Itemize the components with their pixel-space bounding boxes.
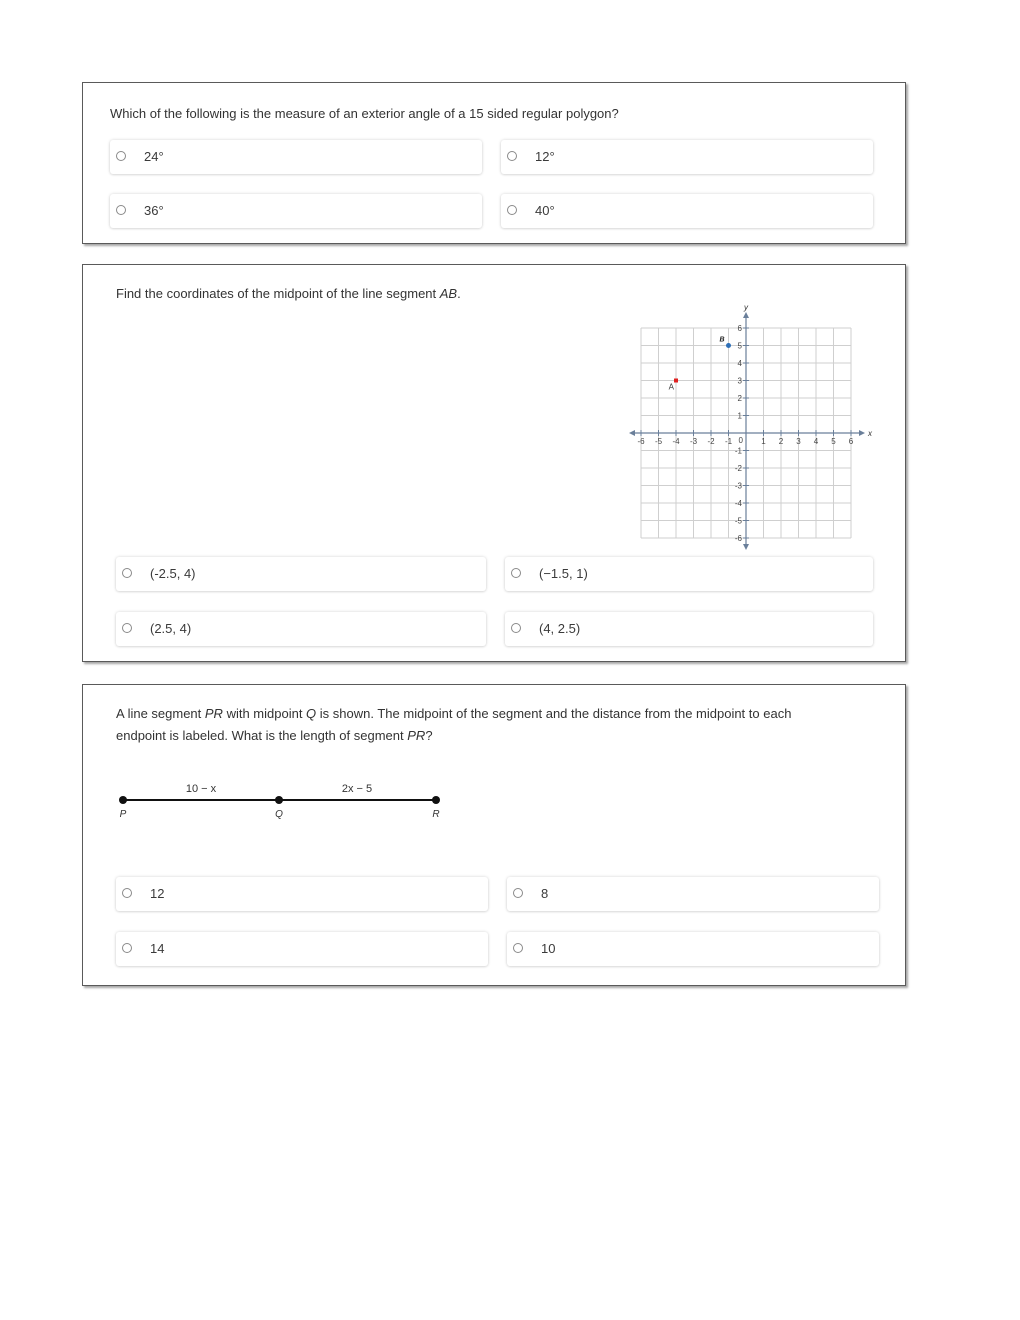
answer-option[interactable] xyxy=(116,877,488,911)
right-expression: 2x − 5 xyxy=(341,783,373,795)
radio-button[interactable] xyxy=(513,888,523,898)
option-label: 36° xyxy=(144,203,164,218)
question-3-prompt xyxy=(116,703,876,747)
answer-option[interactable] xyxy=(116,932,488,966)
option-label: 40° xyxy=(535,203,555,218)
origin-label: 0 xyxy=(738,436,743,445)
point-a xyxy=(674,379,678,383)
x-axis-label: x xyxy=(868,429,872,438)
x-axis-arrow-right xyxy=(859,430,865,436)
x-tick-label: -5 xyxy=(654,437,663,446)
y-tick-label: -2 xyxy=(734,464,742,473)
label-p: P xyxy=(119,809,127,820)
graph-points xyxy=(669,337,731,392)
question-3-prompt-line-2: endpoint is labeled. What is the length of segment PR? xyxy=(116,728,433,743)
x-axis-arrow-left xyxy=(629,430,635,436)
answer-option[interactable] xyxy=(505,557,873,591)
question-card-1 xyxy=(82,82,906,244)
option-label: 12° xyxy=(535,149,555,164)
x-tick-label: 6 xyxy=(848,437,854,446)
answer-option[interactable] xyxy=(116,612,486,646)
option-label: 12 xyxy=(150,886,165,901)
y-tick-label: 1 xyxy=(737,411,742,421)
x-tick-label: -2 xyxy=(707,437,715,446)
label-q: Q xyxy=(275,809,283,820)
point-b xyxy=(726,343,731,348)
radio-button[interactable] xyxy=(122,943,132,953)
radio-button[interactable] xyxy=(122,568,132,578)
answer-option[interactable] xyxy=(507,932,879,966)
y-tick-label: 3 xyxy=(737,376,742,386)
answer-option[interactable] xyxy=(501,194,873,228)
option-label: (2.5, 4) xyxy=(150,621,192,636)
x-tick-label: 4 xyxy=(813,437,819,446)
question-card-3 xyxy=(82,684,906,986)
x-tick-label: -6 xyxy=(637,437,645,446)
radio-button[interactable] xyxy=(122,888,132,898)
point-r xyxy=(432,796,440,804)
y-axis-label: y xyxy=(744,305,748,312)
x-tick-label: 3 xyxy=(796,437,801,446)
y-tick-label: -4 xyxy=(734,499,742,508)
y-tick-label: 6 xyxy=(737,324,742,333)
radio-button[interactable] xyxy=(116,151,126,161)
answer-option[interactable] xyxy=(110,194,482,228)
option-label: (-2.5, 4) xyxy=(150,566,196,581)
x-tick-label: -3 xyxy=(689,437,698,446)
x-tick-label: 5 xyxy=(831,437,836,446)
radio-button[interactable] xyxy=(511,568,521,578)
question-2-prompt: Find the coordinates of the midpoint of the line segment AB. xyxy=(116,286,461,301)
y-tick-label: -6 xyxy=(734,534,742,543)
point-a-label: A xyxy=(668,382,674,392)
y-tick-label: -3 xyxy=(734,481,742,491)
option-label: (−1.5, 1) xyxy=(539,566,588,581)
coordinate-graph xyxy=(623,305,883,555)
y-tick-label: -1 xyxy=(734,446,742,456)
segment-diagram xyxy=(113,777,473,827)
y-tick-label: 5 xyxy=(737,341,742,351)
x-tick-label: 2 xyxy=(778,437,784,446)
radio-button[interactable] xyxy=(122,623,132,633)
answer-option[interactable] xyxy=(116,557,486,591)
x-tick-label: -1 xyxy=(724,437,733,446)
answer-option[interactable] xyxy=(505,612,873,646)
question-1-prompt: Which of the following is the measure of an exterior angle of a 15 sided regular polygon? xyxy=(110,106,619,121)
point-b-label: B xyxy=(719,336,725,344)
point-p xyxy=(119,796,127,804)
answer-option[interactable] xyxy=(507,877,879,911)
y-tick-label: -5 xyxy=(734,516,742,526)
x-tick-label: -4 xyxy=(672,437,680,446)
y-tick-label: 2 xyxy=(737,394,742,403)
question-card-2 xyxy=(82,264,906,662)
radio-button[interactable] xyxy=(511,623,521,633)
option-label: 24° xyxy=(144,149,164,164)
answer-option[interactable] xyxy=(110,140,482,174)
x-tick-label: 1 xyxy=(761,437,766,446)
option-label: 8 xyxy=(541,886,549,901)
label-r: R xyxy=(432,809,440,820)
question-3-prompt-line-1: A line segment PR with midpoint Q is shown. The midpoint of the segment and the distance from the midpoint to each xyxy=(116,706,792,721)
y-axis-arrow-up xyxy=(743,312,749,318)
y-tick-label: 4 xyxy=(737,359,742,368)
option-label: 10 xyxy=(541,941,556,956)
answer-option[interactable] xyxy=(501,140,873,174)
option-label: (4, 2.5) xyxy=(539,621,581,636)
radio-button[interactable] xyxy=(116,205,126,215)
radio-button[interactable] xyxy=(507,151,517,161)
radio-button[interactable] xyxy=(513,943,523,953)
y-axis-arrow-down xyxy=(743,544,749,550)
point-q xyxy=(275,796,283,804)
radio-button[interactable] xyxy=(507,205,517,215)
option-label: 14 xyxy=(150,941,165,956)
left-expression: 10 − x xyxy=(185,783,217,795)
graph-axes xyxy=(629,305,873,550)
